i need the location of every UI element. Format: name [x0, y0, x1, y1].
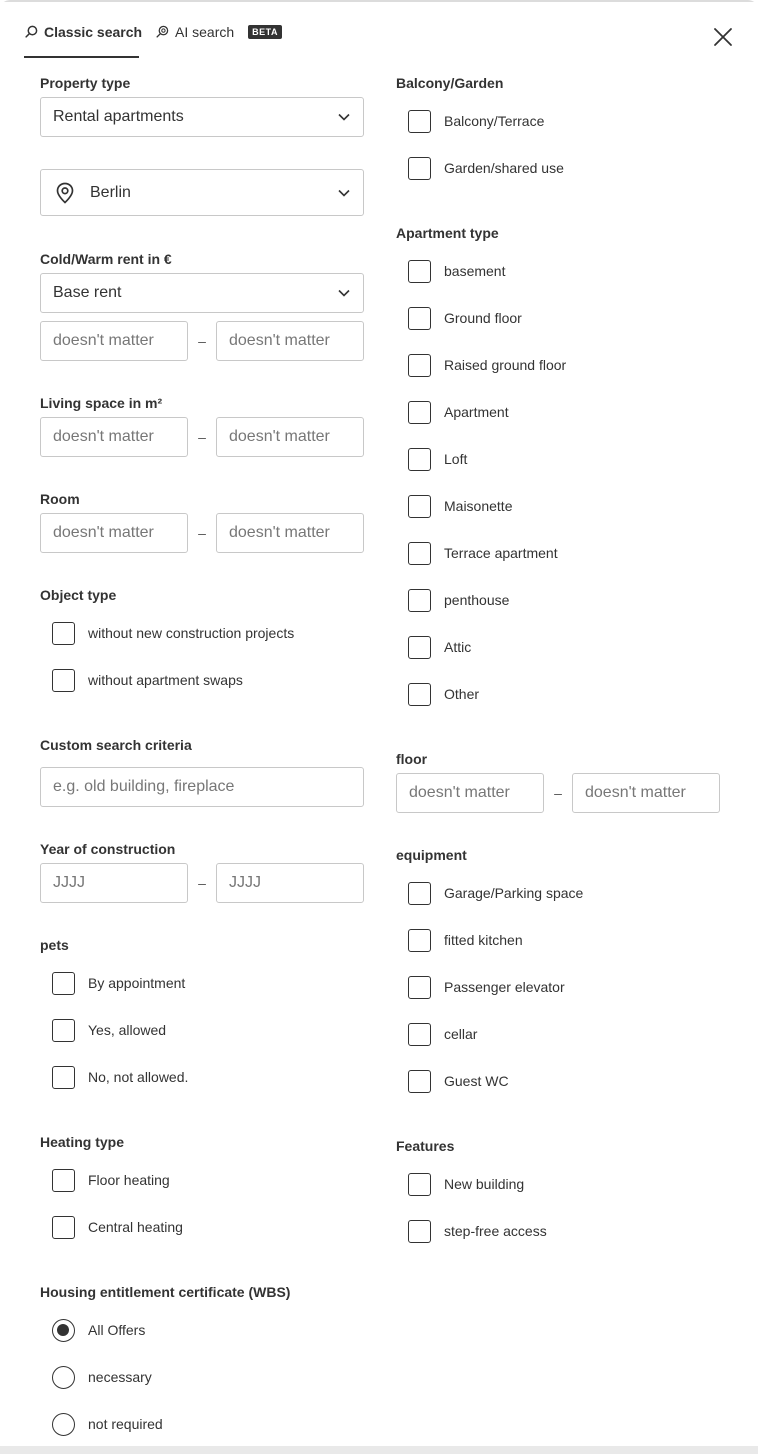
checkbox-central-heating[interactable] — [52, 1215, 183, 1239]
tab-classic-search[interactable] — [25, 24, 142, 60]
checkbox-label: Raised ground floor — [444, 357, 567, 373]
rent-label: Cold/Warm rent in € — [40, 251, 172, 267]
rent-max-input[interactable] — [216, 321, 364, 361]
range-separator: – — [198, 525, 206, 541]
checkbox-label: fitted kitchen — [444, 932, 523, 948]
checkbox-label: cellar — [444, 1026, 478, 1042]
checkbox-label: No, not allowed. — [88, 1069, 189, 1085]
checkbox[interactable] — [408, 1023, 431, 1046]
checkbox-penthouse[interactable] — [408, 588, 509, 612]
checkbox[interactable] — [408, 307, 431, 330]
checkbox-label: Terrace apartment — [444, 545, 558, 561]
checkbox-label: Floor heating — [88, 1172, 170, 1188]
checkbox-pets-allowed[interactable] — [52, 1018, 166, 1042]
chevron-down-icon — [337, 110, 351, 124]
checkbox-label: Garden/shared use — [444, 160, 564, 176]
checkbox-without-new-construction[interactable] — [52, 621, 294, 645]
apartment-type-label: Apartment type — [396, 225, 499, 241]
checkbox-loft[interactable] — [408, 447, 467, 471]
checkbox-label: basement — [444, 263, 506, 279]
checkbox-label: Central heating — [88, 1219, 183, 1235]
radio-not-required[interactable] — [52, 1412, 163, 1436]
checkbox[interactable] — [408, 401, 431, 424]
checkbox-apartment[interactable] — [408, 400, 509, 424]
checkbox[interactable] — [52, 1216, 75, 1239]
checkbox-garage-parking[interactable] — [408, 881, 583, 905]
tab-classic-label: Classic search — [44, 24, 143, 40]
floor-min-input[interactable] — [396, 773, 544, 813]
checkbox[interactable] — [408, 683, 431, 706]
checkbox-label: By appointment — [88, 975, 186, 991]
checkbox-other[interactable] — [408, 682, 479, 706]
location-value: Berlin — [90, 183, 131, 201]
checkbox-garden-shared-use[interactable] — [408, 156, 564, 180]
checkbox-maisonette[interactable] — [408, 494, 512, 518]
features-label: Features — [396, 1138, 455, 1154]
checkbox[interactable] — [52, 1066, 75, 1089]
balcony-garden-label: Balcony/Garden — [396, 75, 504, 91]
checkbox-ground-floor[interactable] — [408, 306, 522, 330]
rent-type-select[interactable] — [40, 273, 364, 313]
custom-criteria-label: Custom search criteria — [40, 737, 192, 753]
radio-all-offers[interactable] — [52, 1318, 145, 1342]
custom-criteria-input[interactable] — [40, 767, 364, 807]
close-icon[interactable] — [712, 26, 734, 48]
checkbox[interactable] — [408, 495, 431, 518]
range-separator: – — [554, 785, 562, 801]
checkbox[interactable] — [408, 1173, 431, 1196]
checkbox[interactable] — [408, 542, 431, 565]
range-separator: – — [198, 875, 206, 891]
radio-label: not required — [88, 1416, 163, 1432]
checkbox[interactable] — [52, 972, 75, 995]
checkbox-fitted-kitchen[interactable] — [408, 928, 523, 952]
checkbox-label: Attic — [444, 639, 472, 655]
living-space-min-input[interactable] — [40, 417, 188, 457]
checkbox-balcony-terrace[interactable] — [408, 109, 544, 133]
checkbox-label: Other — [444, 686, 480, 702]
year-min-input[interactable] — [40, 863, 188, 903]
checkbox[interactable] — [52, 622, 75, 645]
checkbox-pets-by-appointment[interactable] — [52, 971, 185, 995]
room-max-input[interactable] — [216, 513, 364, 553]
radio-button[interactable] — [52, 1319, 75, 1342]
radio-label: necessary — [88, 1369, 152, 1385]
active-tab-indicator — [24, 56, 139, 58]
pets-label: pets — [40, 937, 69, 953]
property-type-select[interactable] — [40, 97, 364, 137]
checkbox-basement[interactable] — [408, 259, 505, 283]
checkbox[interactable] — [52, 669, 75, 692]
object-type-label: Object type — [40, 587, 117, 603]
checkbox[interactable] — [408, 354, 431, 377]
range-separator: – — [198, 429, 206, 445]
room-min-input[interactable] — [40, 513, 188, 553]
floor-max-input[interactable] — [572, 773, 720, 813]
tab-ai-label: AI search — [175, 24, 235, 40]
checkbox[interactable] — [408, 589, 431, 612]
checkbox[interactable] — [408, 157, 431, 180]
wbs-label: Housing entitlement certificate (WBS) — [40, 1284, 291, 1300]
checkbox-cellar[interactable] — [408, 1022, 477, 1046]
location-select[interactable] — [40, 169, 364, 216]
checkbox[interactable] — [408, 929, 431, 952]
range-separator: – — [198, 333, 206, 349]
location-pin-icon — [55, 182, 75, 204]
property-type-label: Property type — [40, 75, 131, 91]
living-space-max-input[interactable] — [216, 417, 364, 457]
checkbox-without-apartment-swaps[interactable] — [52, 668, 243, 692]
equipment-label: equipment — [396, 847, 467, 863]
checkbox-label: Garage/Parking space — [444, 885, 584, 901]
room-label: Room — [40, 491, 80, 507]
checkbox[interactable] — [408, 882, 431, 905]
checkbox[interactable] — [408, 448, 431, 471]
checkbox[interactable] — [52, 1169, 75, 1192]
checkbox-label: Passenger elevator — [444, 979, 565, 995]
checkbox[interactable] — [408, 636, 431, 659]
checkbox-label: Yes, allowed — [88, 1022, 167, 1038]
checkbox[interactable] — [408, 1070, 431, 1093]
checkbox[interactable] — [408, 1220, 431, 1243]
bottom-divider — [0, 1446, 758, 1454]
checkbox-new-building[interactable] — [408, 1172, 524, 1196]
checkbox-guest-wc[interactable] — [408, 1069, 509, 1093]
checkbox-label: Guest WC — [444, 1073, 509, 1089]
radio-label: All Offers — [88, 1322, 146, 1338]
checkbox-step-free-access[interactable] — [408, 1219, 547, 1243]
radio-necessary[interactable] — [52, 1365, 152, 1389]
checkbox-label: Maisonette — [444, 498, 513, 514]
checkbox-terrace-apartment[interactable] — [408, 541, 558, 565]
heating-type-label: Heating type — [40, 1134, 125, 1150]
checkbox[interactable] — [408, 260, 431, 283]
checkbox-label: Ground floor — [444, 310, 522, 326]
search-icon — [25, 25, 38, 38]
radio-button[interactable] — [52, 1413, 75, 1436]
beta-badge: BETA — [248, 25, 282, 39]
chevron-down-icon — [337, 186, 351, 200]
checkbox-label: Loft — [444, 451, 468, 467]
year-of-construction-label: Year of construction — [40, 841, 176, 857]
checkbox[interactable] — [52, 1019, 75, 1042]
rent-type-value: Base rent — [53, 284, 122, 301]
property-type-value: Rental apartments — [53, 108, 184, 125]
checkbox-passenger-elevator[interactable] — [408, 975, 565, 999]
checkbox[interactable] — [408, 110, 431, 133]
checkbox-label: penthouse — [444, 592, 510, 608]
floor-label: floor — [396, 751, 428, 767]
checkbox-label: without new construction projects — [88, 625, 295, 641]
checkbox-label: without apartment swaps — [88, 672, 243, 688]
ai-search-icon — [156, 25, 169, 38]
tab-ai-search[interactable] — [156, 24, 282, 60]
year-max-input[interactable] — [216, 863, 364, 903]
checkbox-label: Balcony/Terrace — [444, 113, 545, 129]
checkbox-floor-heating[interactable] — [52, 1168, 170, 1192]
checkbox-label: New building — [444, 1176, 525, 1192]
top-divider — [0, 0, 758, 2]
checkbox-pets-not-allowed[interactable] — [52, 1065, 188, 1089]
chevron-down-icon — [337, 286, 351, 300]
rent-min-input[interactable] — [40, 321, 188, 361]
living-space-label: Living space in m² — [40, 395, 163, 411]
radio-button[interactable] — [52, 1366, 75, 1389]
checkbox-attic[interactable] — [408, 635, 471, 659]
checkbox-label: step-free access — [444, 1223, 547, 1239]
checkbox-raised-ground-floor[interactable] — [408, 353, 566, 377]
checkbox-label: Apartment — [444, 404, 509, 420]
checkbox[interactable] — [408, 976, 431, 999]
